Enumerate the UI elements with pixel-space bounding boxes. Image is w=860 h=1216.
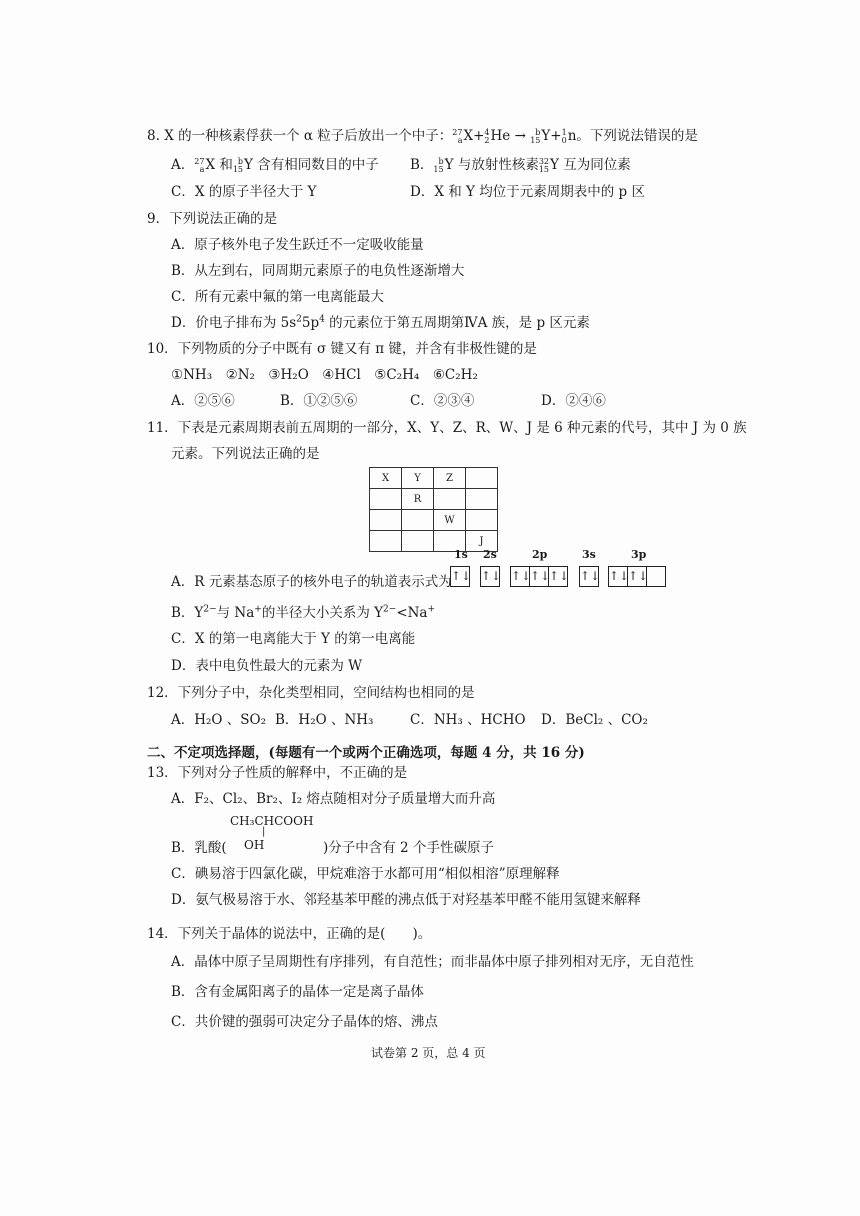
- orbital-cell: ↑↓: [451, 569, 472, 583]
- q9-option-b[interactable]: B．从左到右，同周期元素原子的电负性逐渐增大: [171, 263, 465, 279]
- q9-stem: 9．下列说法正确的是: [147, 211, 278, 227]
- orbital-box-3p: [608, 566, 666, 587]
- cell-empty: [370, 489, 402, 510]
- orbital-label-3p: 3p: [631, 548, 647, 561]
- orbital-label-2s: 2s: [483, 548, 497, 561]
- q9-option-d[interactable]: D．价电子排布为 $5s^25p^4$ 的元素位于第五周期第ⅣA 族，是 p 区元素: [171, 314, 590, 331]
- q14-option-b[interactable]: B．含有金属阳离子的晶体一定是离子晶体: [171, 984, 424, 1000]
- orbital-cell: ↑↓: [609, 567, 628, 586]
- q10-option-a[interactable]: A．②⑤⑥: [171, 393, 235, 409]
- orbital-box-2s: [480, 566, 500, 587]
- orbital-box-2p: [510, 566, 568, 587]
- q11-option-b[interactable]: B．$Y^{2-}$与 Na+的半径大小关系为 $Y^{2-}<Na^+$: [171, 604, 436, 621]
- q12-option-b[interactable]: B．H₂O 、NH₃: [275, 712, 374, 728]
- cell-x: X: [370, 468, 402, 489]
- q10-option-b[interactable]: B．①②⑤⑥: [280, 393, 358, 409]
- q12-stem: 12．下列分子中，杂化类型相同，空间结构也相同的是: [147, 685, 475, 701]
- q8-option-b[interactable]: B． b 15Y 与放射性核素32 15Y 互为同位素: [410, 156, 631, 174]
- q12-option-a[interactable]: A．H₂O 、SO₂: [171, 712, 267, 728]
- q13-option-a[interactable]: A．F₂、Cl₂、Br₂、I₂ 熔点随相对分子质量增大而升高: [171, 791, 496, 807]
- lactic-acid-oh: OH: [244, 838, 265, 852]
- q10-option-c[interactable]: C．②③④: [410, 393, 475, 409]
- q9-option-c[interactable]: C．所有元素中氟的第一电离能最大: [171, 289, 384, 305]
- orbital-cell: ↑↓: [511, 567, 530, 586]
- q14-option-a[interactable]: A．晶体中原子呈周期性有序排列，有自范性；而非晶体中原子排列相对无序，无自范性: [171, 954, 694, 970]
- cell-empty: [466, 489, 498, 510]
- q11-option-d[interactable]: D．表中电负性最大的元素为 W: [171, 658, 362, 674]
- orbital-cell: [647, 567, 665, 586]
- page-footer: 试卷第 2 页，总 4 页: [371, 1046, 486, 1060]
- periodic-table-fragment: [369, 467, 498, 552]
- q8-option-a[interactable]: A．27 aX 和 b 15Y 含有相同数目的中子: [171, 156, 379, 174]
- orbital-box-3s: [579, 566, 599, 587]
- cell-j: J: [466, 531, 498, 552]
- cell-z: Z: [434, 468, 466, 489]
- q13-option-c[interactable]: C．碘易溶于四氯化碳，甲烷难溶于水都可用“相似相溶”原理解释: [171, 866, 560, 882]
- cell-empty: [370, 531, 402, 552]
- orbital-cell: ↑↓: [481, 569, 502, 583]
- q11-stem-line2: 元素。下列说法正确的是: [171, 446, 320, 462]
- cell-r: R: [402, 489, 434, 510]
- q12-option-d[interactable]: D．BeCl₂ 、CO₂: [541, 712, 648, 728]
- cell-empty: [434, 489, 466, 510]
- q8-option-c[interactable]: C．X 的原子半径大于 Y: [171, 184, 317, 200]
- orbital-cell: ↑↓: [628, 567, 647, 586]
- q11-option-a[interactable]: A．R 元素基态原子的核外电子的轨道表示式为: [171, 574, 452, 590]
- cell-empty: [402, 510, 434, 531]
- q13-option-b-prefix[interactable]: B．乳酸(: [171, 840, 227, 856]
- q11-stem-line1: 11．下表是元素周期表前五周期的一部分，X、Y、Z、R、W、J 是 6 种元素的代号，其中 J 为 0 族: [147, 420, 747, 436]
- q12-option-c[interactable]: C．NH₃ 、HCHO: [410, 712, 526, 728]
- orbital-cell: ↑↓: [530, 567, 549, 586]
- cell-y: Y: [402, 468, 434, 489]
- cell-w: W: [434, 510, 466, 531]
- cell-empty: [466, 468, 498, 489]
- q10-stem: 10．下列物质的分子中既有 σ 键又有 π 键，并含有非极性键的是: [147, 341, 537, 357]
- q13-option-d[interactable]: D．氨气极易溶于水、邻羟基苯甲醛的沸点低于对羟基苯甲醛不能用氢键来解释: [171, 892, 641, 908]
- cell-empty: [402, 531, 434, 552]
- q11-option-c[interactable]: C．X 的第一电离能大于 Y 的第一电离能: [171, 631, 416, 647]
- lactic-acid-formula-top: CH₃CHCOOH: [230, 814, 314, 828]
- lactic-acid-bond: |: [262, 826, 266, 837]
- q14-option-c[interactable]: C．共价键的强弱可决定分子晶体的熔、沸点: [171, 1014, 438, 1030]
- cell-empty: [466, 510, 498, 531]
- q10-option-d[interactable]: D．②④⑥: [541, 393, 606, 409]
- q13-stem: 13．下列对分子性质的解释中，不正确的是: [147, 765, 408, 781]
- orbital-cell: ↑↓: [580, 569, 601, 583]
- section-heading: 二、不定项选择题，(每题有一个或两个正确选项，每题 4 分，共 16 分): [147, 745, 585, 761]
- q8-stem: 8. X 的一种核素俘获一个 α 粒子后放出一个中子：27 aX+4 2He → b 15Y+1 0n。下列说法错误的是: [147, 127, 698, 145]
- orbital-box-1s: [450, 566, 470, 587]
- q9-option-a[interactable]: A．原子核外电子发生跃迁不一定吸收能量: [171, 237, 424, 253]
- q14-stem: 14．下列关于晶体的说法中，正确的是( )。: [147, 926, 432, 942]
- q8-option-d[interactable]: D．X 和 Y 均位于元素周期表中的 p 区: [410, 184, 645, 200]
- orbital-cell: ↑↓: [549, 569, 570, 583]
- q13-option-b-suffix: )分子中含有 2 个手性碳原子: [323, 840, 494, 856]
- q10-items: ①NH₃ ②N₂ ③H₂O ④HCl ⑤C₂H₄ ⑥C₂H₂: [171, 367, 478, 383]
- orbital-label-1s: 1s: [454, 548, 468, 561]
- orbital-label-3s: 3s: [582, 548, 596, 561]
- cell-empty: [370, 510, 402, 531]
- orbital-label-2p: 2p: [532, 548, 548, 561]
